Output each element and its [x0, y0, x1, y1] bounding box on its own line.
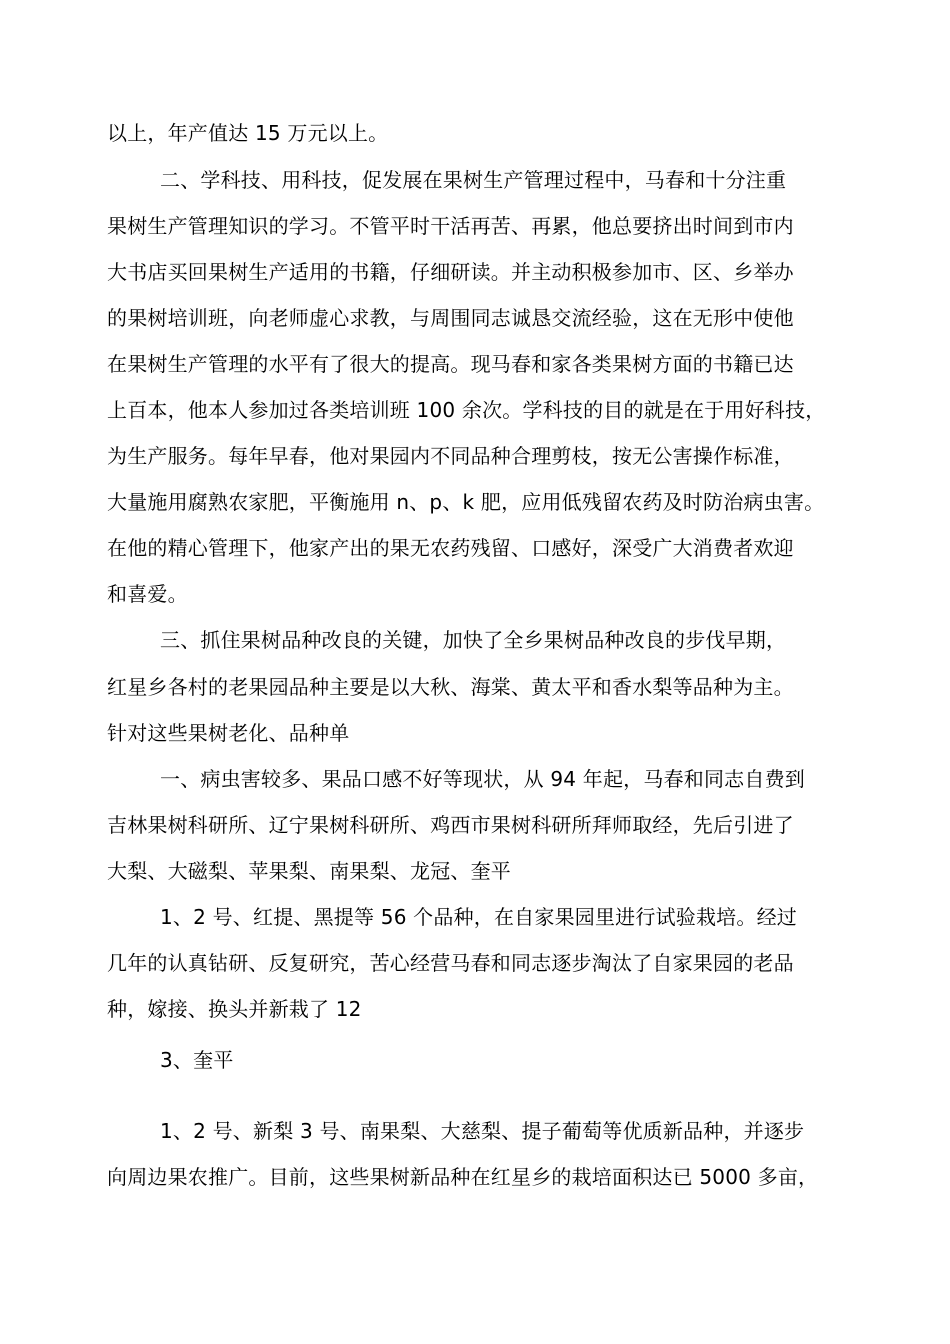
text-line: 1、2 号、红提、黑提等 56 个品种，在自家果园里进行试验栽培。经过 [160, 905, 797, 929]
text-line: 红星乡各村的老果园品种主要是以大秋、海棠、黄太平和香水梨等品种为主。 [107, 675, 794, 699]
text-line: 大梨、大磁梨、苹果梨、南果梨、龙冠、奎平 [107, 859, 511, 883]
text-line: 和喜爱。 [107, 582, 188, 606]
text-line: 向周边果农推广。目前，这些果树新品种在红星乡的栽培面积达已 5000 多亩， [107, 1165, 819, 1189]
text-line: 果树生产管理知识的学习。不管平时干活再苦、再累，他总要挤出时间到市内 [107, 214, 794, 238]
text-line: 3、奎平 [160, 1048, 234, 1072]
text-line: 吉林果树科研所、辽宁果树科研所、鸡西市果树科研所拜师取经，先后引进了 [107, 813, 794, 837]
text-line: 以上，年产值达 15 万元以上。 [107, 121, 389, 145]
text-line: 大书店买回果树生产适用的书籍，仔细研读。并主动积极参加市、区、乡举办 [107, 260, 794, 284]
text-line: 种，嫁接、换头并新栽了 12 [107, 997, 362, 1021]
text-line: 二、学科技、用科技，促发展在果树生产管理过程中，马春和十分注重 [160, 168, 787, 192]
text-line: 几年的认真钻研、反复研究，苦心经营马春和同志逐步淘汰了自家果园的老品 [107, 951, 794, 975]
text-line: 三、抓住果树品种改良的关键，加快了全乡果树品种改良的步伐早期， [160, 628, 787, 652]
text-line: 针对这些果树老化、品种单 [107, 721, 350, 745]
text-line: 在果树生产管理的水平有了很大的提高。现马春和家各类果树方面的书籍已达 [107, 352, 794, 376]
text-line: 为生产服务。每年早春，他对果园内不同品种合理剪枝，按无公害操作标准， [107, 444, 794, 468]
text-line: 一、病虫害较多、果品口感不好等现状，从 94 年起，马春和同志自费到 [160, 767, 805, 791]
text-line: 在他的精心管理下，他家产出的果无农药残留、口感好，深受广大消费者欢迎 [107, 536, 794, 560]
text-line: 大量施用腐熟农家肥，平衡施用 n、p、k 肥，应用低残留农药及时防治病虫害。 [107, 490, 825, 514]
text-line: 1、2 号、新梨 3 号、南果梨、大慈梨、提子葡萄等优质新品种，并逐步 [160, 1119, 805, 1143]
text-line: 上百本，他本人参加过各类培训班 100 余次。学科技的目的就是在于用好科技， [107, 398, 826, 422]
text-line: 的果树培训班，向老师虚心求教，与周围同志诚恳交流经验，这在无形中使他 [107, 306, 794, 330]
